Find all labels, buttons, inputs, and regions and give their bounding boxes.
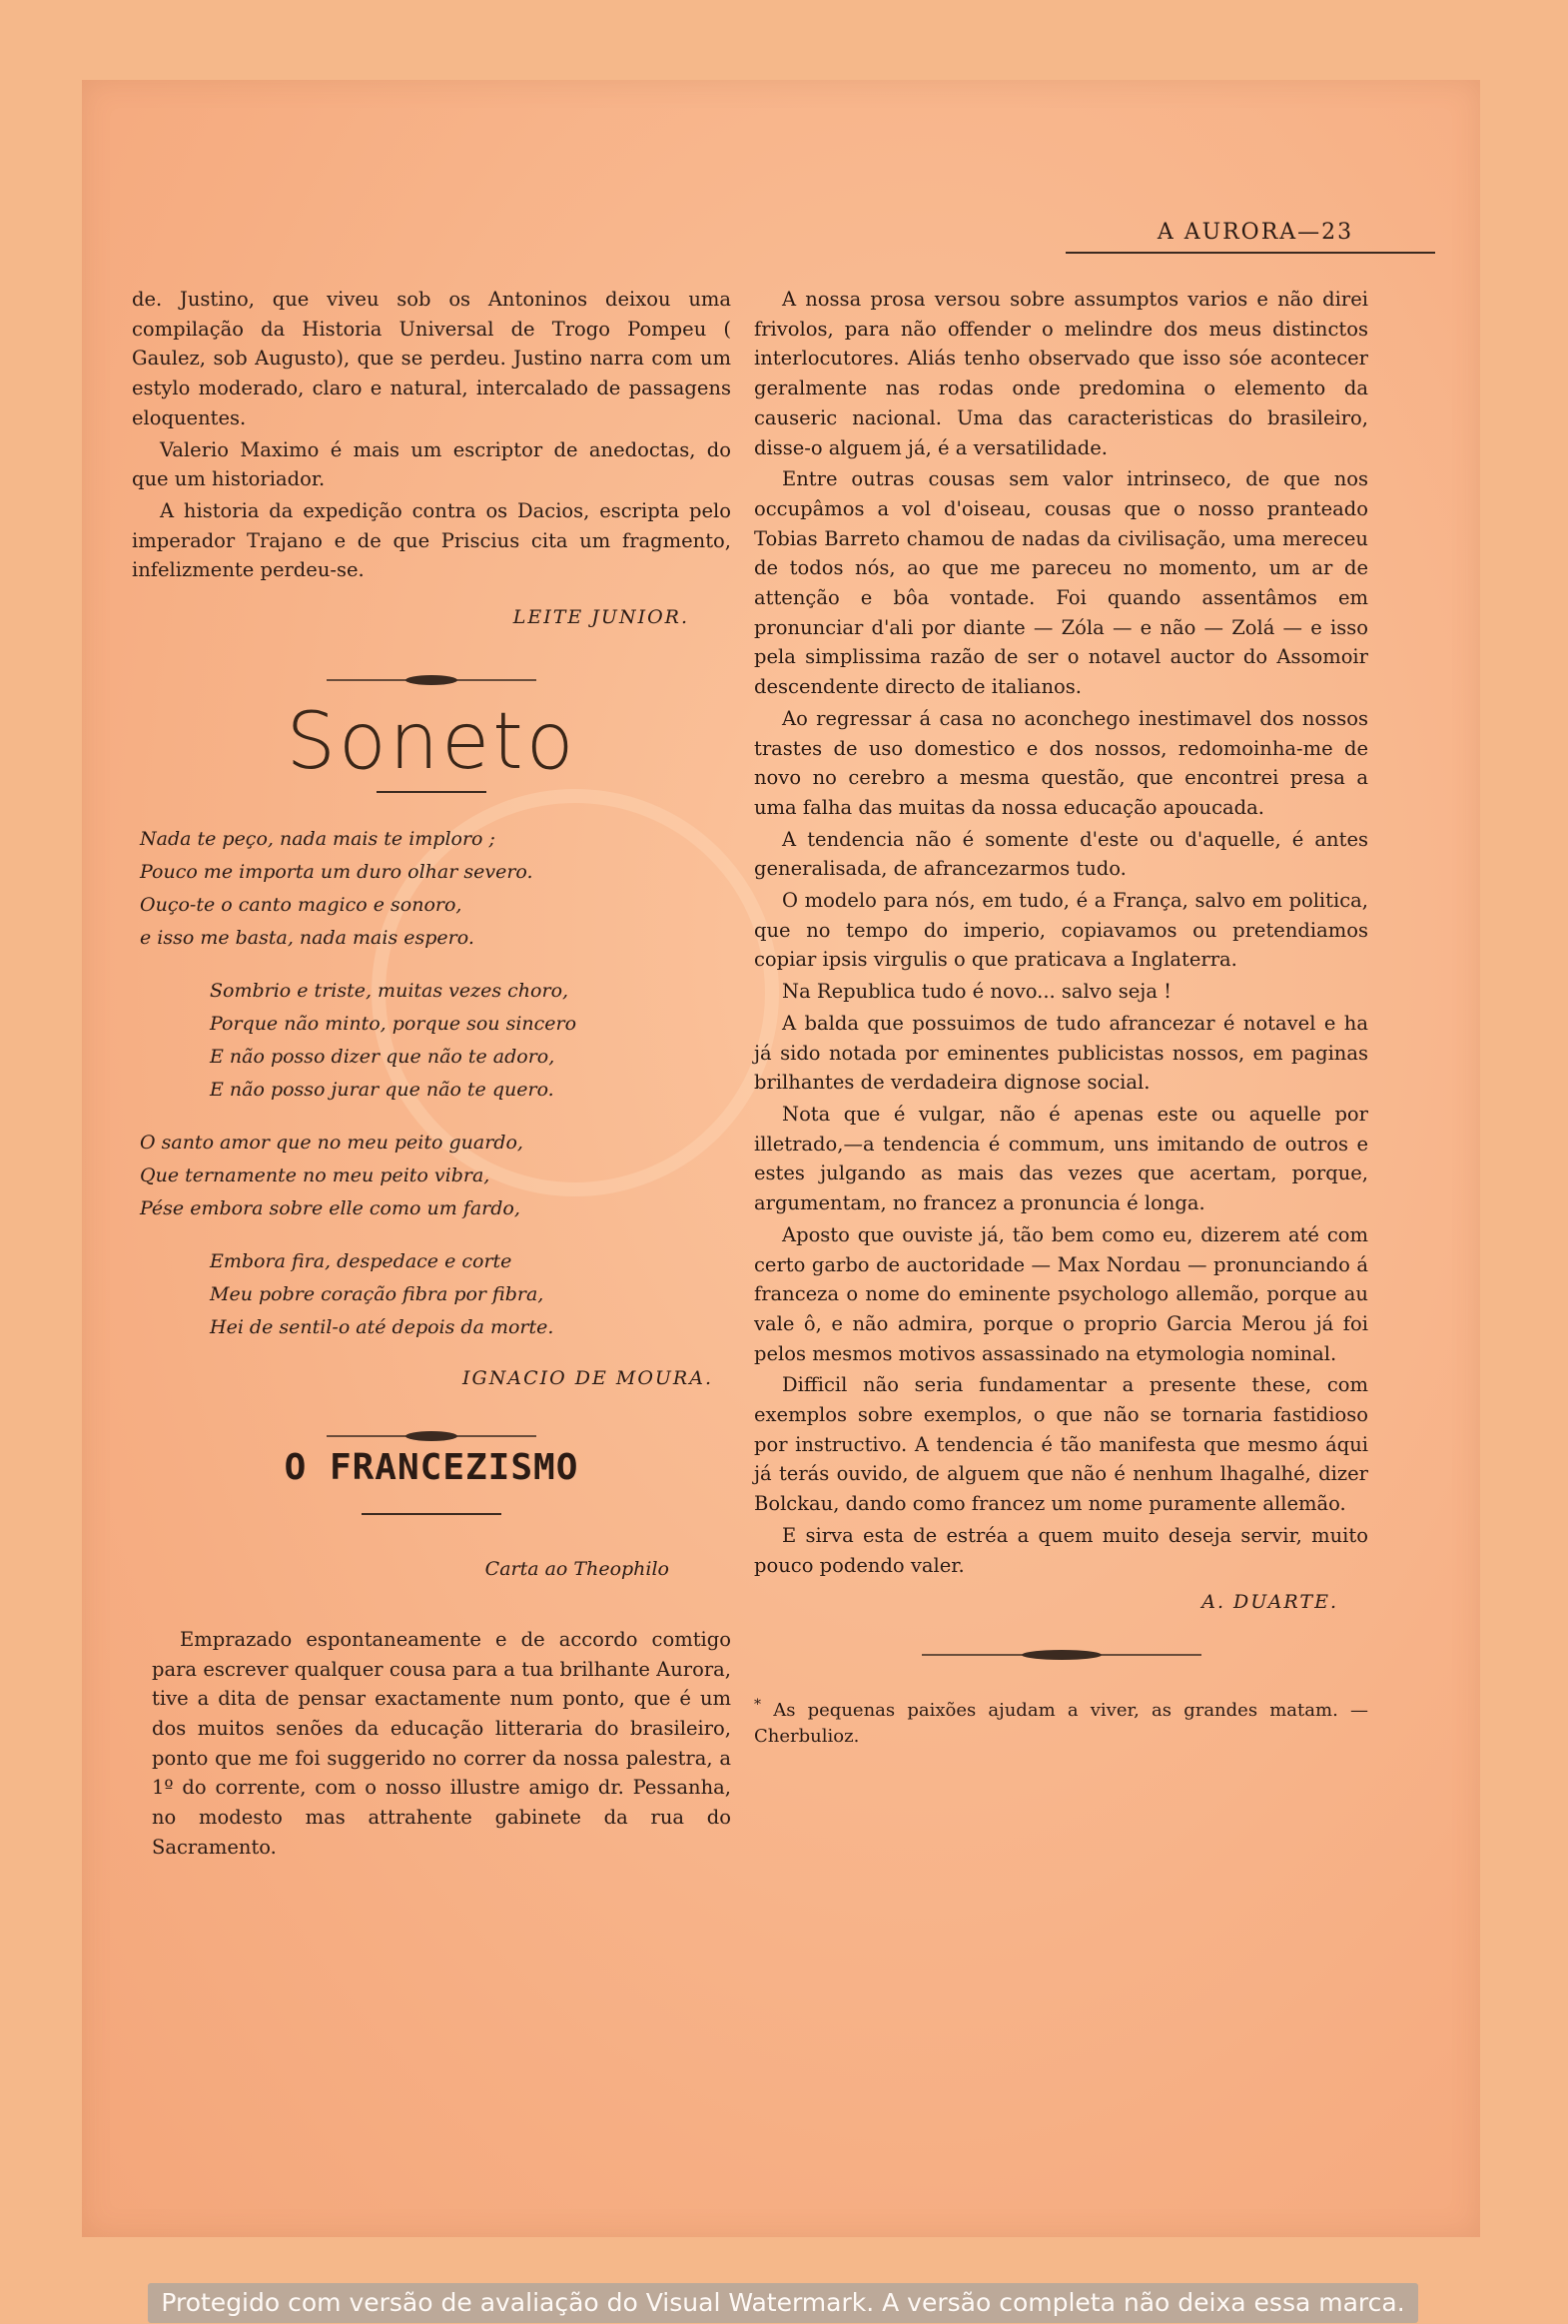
ornament-divider [327,1429,536,1443]
verse-line: Sombrio e triste, muitas vezes choro, [210,979,569,1002]
verse-line: Pouco me importa um duro olhar severo. [140,860,533,883]
verse-line: Meu pobre coração fibra por fibra, [210,1282,544,1305]
verse-line: E não posso dizer que não te adoro, [210,1045,555,1068]
verse-line: E não posso jurar que não te quero. [210,1078,554,1101]
footnote-text: As pequenas paixões ajudam a viver, as grandes matam. — Cherbulioz. [754,1699,1368,1747]
author-signature: LEITE JUNIOR. [512,606,689,629]
stanza [132,975,731,1107]
author-signature: A. DUARTE. [1201,1591,1338,1614]
verse-line: O santo amor que no meu peito guardo, [140,1131,523,1154]
footnote [754,1692,1368,1750]
stanza [132,823,731,955]
verse-line: Embora fira, despedace e corte [210,1249,512,1272]
article-paragraph: Aposto que ouviste já, tão bem como eu, dizerem até com certo garbo de auctoridade — Max Nordau — pronunciando á franceza o nome do eminente psychologo allemão, porque au vale ô, e não admira, porque o proprio Garcia Merou já foi pelos mesmos motivos assassinado na etymologia nominal. [754,1222,1368,1365]
verse-line: Hei de sentil-o até depois da morte. [210,1315,554,1338]
article-paragraph: de. Justino, que viveu sob os Antoninos deixou uma compilação da Historia Universal de Trogo Pompeu ( Gaulez, sob Augusto), que se perdeu. Justino narra com um estylo moderado, claro e natural, intercalado de passagens eloquentes. [132,288,731,429]
article-paragraph: Na Republica tudo é novo... salvo seja ! [782,980,1172,1004]
header-rule [1066,252,1435,254]
article-paragraph: Ao regressar á casa no aconchego inestimavel dos nossos trastes de uso domestico e dos nossos, redomoinha-me de novo no cerebro a mesma questão, que encontrei presa a uma falha das muitas da nossa educação apoucada. [754,706,1368,819]
page-header: A AURORA—23 [1157,220,1354,245]
title-rule [362,1513,501,1515]
verse-line: Ouço-te o canto magico e sonoro, [140,893,462,916]
article-paragraph: Valerio Maximo é mais um escriptor de anedoctas, do que um historiador. [132,437,731,491]
right-column [754,285,1368,1750]
verse-line: Nada te peço, nada mais te imploro ; [140,827,495,850]
stanza [132,1127,731,1225]
ornament-divider [922,1648,1201,1662]
article-paragraph: O modelo para nós, em tudo, é a França, salvo em politica, que no tempo do imperio, copiavamos ou pretendiamos copiar ipsis virgulis o que praticava a Inglaterra. [754,889,1368,972]
article-paragraph: A balda que possuimos de tudo afrancezar é notavel e ha já sido notada por eminentes publicistas nossos, em paginas brilhantes de verdadeira dignose social. [754,1011,1368,1095]
article-paragraph: Emprazado espontaneamente e de accordo comtigo para escrever qualquer cousa para a tua brilhante Aurora, tive a dita de pensar exactamente num ponto, que é um dos muitos senões da educação litteraria do brasileiro, ponto que me foi suggerido no correr da nossa palestra, a 1º do corrente, com o nosso illustre amigo dr. Pessanha, no modesto mas attrahente gabinete da rua do Sacramento. [152,1627,731,1859]
verse-line: Que ternamente no meu peito vibra, [140,1163,490,1186]
verse-line: Porque não minto, porque sou sincero [210,1012,577,1035]
article-paragraph: Nota que é vulgar, não é apenas este ou aquelle por illetrado,—a tendencia é commum, uns imitando de outros e estes julgando as mais das vezes que acertam, porque, argumentam, no francez a pronuncia é longa. [754,1102,1368,1215]
article-paragraph: Difficil não seria fundamentar a presente these, com exemplos sobre exemplos, o que não se tornaria fastidioso por instructivo. A tendencia é tão manifesta que mesmo áqui já terás ouvido, de alguem que não é nenhum lhagalhé, dizer Bolckau, dando como francez um nome puramente allemão. [754,1373,1368,1516]
verse-line: e isso me basta, nada mais espero. [140,926,474,949]
stanza [132,1245,731,1344]
article-paragraph: A nossa prosa versou sobre assumptos varios e não direi frivolos, para não offender o melindre dos meus distinctos interlocutores. Aliás tenho observado que isso sóe acontecer geralmente nas rodas onde predomina o elemento da causeric nacional. Uma das caracteristicas do brasileiro, disse-o alguem já, é a versatilidade. [754,288,1368,459]
title-rule [377,791,486,793]
article-paragraph: Entre outras cousas sem valor intrinseco, de que nos occupâmos a vol d'oiseau, cousas que o nosso pranteado Tobias Barreto chamou de nadas da civilisação, uma mereceu de todos nós, ao que me pareceu no momento, um ar de attenção e bôa vontade. Foi quando assentâmos em pronunciar d'ali por diante — Zóla — e não — Zolá — e isso pela simplissima razão de ser o notavel auctor do Assomoir descendente directo de italianos. [754,467,1368,699]
newspaper-page [82,80,1480,2237]
article-paragraph: A historia da expedição contra os Dacios, escripta pelo imperador Trajano e de que Priscius cita um fragmento, infelizmente perdeu-se. [132,498,731,582]
verse-line: Pése embora sobre elle como um fardo, [140,1196,520,1219]
article-paragraph: A tendencia não é somente d'este ou d'aquelle, é antes generalisada, de afrancezarmos tudo. [754,827,1368,881]
ornament-divider [327,673,536,687]
sonnet-title: Soneto [286,696,577,787]
watermark-banner: Protegido com versão de avaliação do Visual Watermark. A versão completa não deixa essa marca. [148,2283,1418,2323]
poet-signature: IGNACIO DE MOURA. [462,1366,713,1389]
footnote-mark: * [754,1696,761,1713]
letter-subtitle: Carta ao Theophilo [484,1558,669,1581]
left-column [132,285,731,1864]
article-paragraph: E sirva esta de estréa a quem muito deseja servir, muito pouco podendo valer. [754,1523,1368,1577]
section-title: O FRANCEZISMO [284,1447,579,1489]
